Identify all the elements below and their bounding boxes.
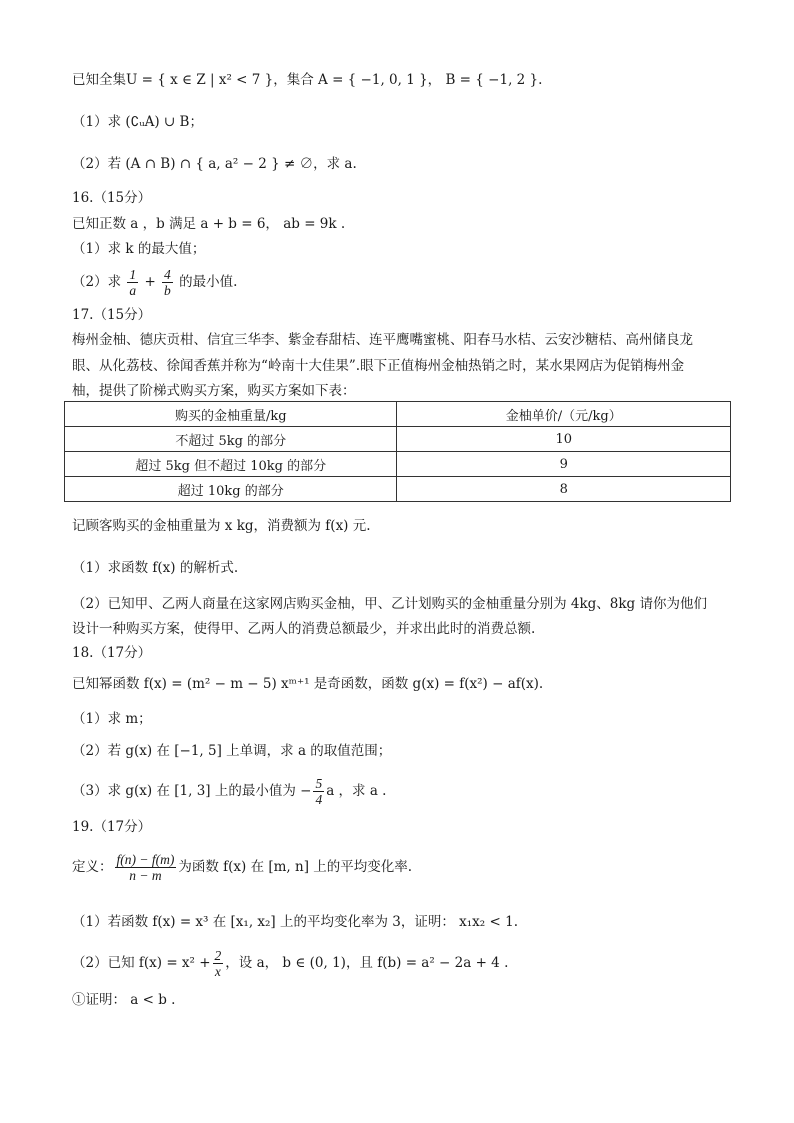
q19-part2-frac-numerator: 2 — [214, 948, 222, 963]
q16-part1: （1）求 k 的最大值； — [72, 241, 206, 257]
q18-part2: （2）若 g(x) 在 [−1, 5] 上单调，求 a 的取值范围； — [72, 743, 392, 759]
q18-header: 18.（17分） — [72, 645, 152, 661]
q16-frac2-numerator: 4 — [164, 267, 171, 282]
q19-part2-prefix: （2）已知 f(x) = x² + — [72, 955, 211, 971]
table-cell-weight: 不超过 5kg 的部分 — [65, 427, 397, 452]
q19-part2-fraction — [213, 948, 224, 979]
table-cell-price: 10 — [397, 427, 731, 452]
table-cell-price: 9 — [397, 452, 731, 477]
q19-part2-frac-denominator: x — [214, 964, 221, 979]
q19-part2 — [72, 944, 734, 982]
q17-part2-line1: （2）已知甲、乙两人商量在这家网店购买金柚，甲、乙计划购买的金柚重量分别为 4kg、8kg 请你为他们 — [72, 596, 707, 612]
q15-stem: 已知全集U = { x ∈ Z | x² < 7 }，集合 A = { −1, 0, 1 }， B = { −1, 2 }. — [72, 72, 543, 88]
q16-frac2-denominator: b — [164, 283, 171, 298]
q18-fraction — [313, 776, 324, 807]
q16-fraction-1 — [127, 267, 138, 298]
q19-def-fraction — [115, 852, 177, 883]
table-row — [65, 452, 731, 477]
q19-part2-suffix: ，设 a， b ∈ (0, 1)，且 f(b) = a² − 2a + 4 . — [225, 955, 509, 971]
q17-part2-line2: 设计一种购买方案，使得甲、乙两人的消费总额最少，并求出此时的消费总额. — [72, 621, 536, 637]
q16-plus-sign: + — [144, 274, 156, 290]
q16-part2-prefix: （2）求 — [72, 274, 122, 290]
q15-part1: （1）求 (∁ᵤA) ∪ B； — [72, 114, 203, 130]
table-header-row — [65, 402, 731, 427]
q19-part1: （1）若函数 f(x) = x³ 在 [x₁, x₂] 上的平均变化率为 3，证明： x₁x₂ < 1. — [72, 914, 518, 930]
table-cell-weight: 超过 5kg 但不超过 10kg 的部分 — [65, 452, 397, 477]
q17-header: 17.（15分） — [72, 307, 152, 323]
q17-paragraph-line3: 柚，提供了阶梯式购买方案，购买方案如下表： — [72, 383, 356, 399]
q16-header: 16.（15分） — [72, 190, 152, 206]
q19-header: 19.（17分） — [72, 819, 152, 835]
table-cell-price: 8 — [397, 477, 731, 502]
q16-part2 — [72, 264, 734, 300]
q18-part1: （1）求 m； — [72, 711, 152, 727]
q19-sub1: ①证明： a < b . — [72, 992, 176, 1008]
q19-def-prefix: 定义： — [72, 859, 113, 875]
q16-stem: 已知正数 a ，b 满足 a + b = 6， ab = 9k . — [72, 216, 346, 232]
q19-def-suffix: 为函数 f(x) 在 [m, n] 上的平均变化率. — [178, 859, 413, 875]
q19-def-numerator: f(n) − f(m) — [116, 852, 175, 867]
q18-frac-numerator: 5 — [315, 776, 323, 791]
q15-part2: （2）若 (A ∩ B) ∩ { a, a² − 2 } ≠ ∅，求 a. — [72, 156, 357, 172]
q16-frac1-denominator: a — [129, 283, 137, 298]
q18-frac-denominator: 4 — [315, 792, 323, 807]
q18-part3-prefix: （3）求 g(x) 在 [1, 3] 上的最小值为 − — [72, 783, 312, 799]
q18-part3 — [72, 773, 734, 809]
table-row — [65, 427, 731, 452]
q17-paragraph-line1: 梅州金柚、德庆贡柑、信宜三华李、紫金春甜桔、连平鹰嘴蜜桃、阳春马水桔、云安沙糖桔、高州储良龙 — [72, 332, 693, 348]
q18-part3-suffix: a ，求 a . — [326, 783, 387, 799]
q17-price-table — [64, 401, 731, 502]
q17-part1: （1）求函数 f(x) 的解析式. — [72, 560, 239, 576]
q18-stem: 已知幂函数 f(x) = (m² − m − 5) xᵐ⁺¹ 是奇函数，函数 g(x) = f(x²) − af(x). — [72, 676, 544, 692]
q17-after-table: 记顾客购买的金柚重量为 x kg，消费额为 f(x) 元. — [72, 518, 371, 534]
q16-part2-suffix: 的最小值. — [179, 274, 238, 290]
table-row — [65, 477, 731, 502]
q17-paragraph-line2: 眼、从化荔枝、徐闻香蕉并称为“岭南十大佳果”.眼下正值梅州金柚热销之时，某水果网店为促销梅州金 — [72, 358, 685, 374]
q16-frac1-numerator: 1 — [129, 267, 137, 282]
q19-definition — [72, 848, 734, 886]
table-header-weight: 购买的金柚重量/kg — [65, 402, 397, 427]
table-cell-weight: 超过 10kg 的部分 — [65, 477, 397, 502]
q19-def-denominator: n − m — [129, 868, 162, 883]
table-header-price: 金柚单价/（元/kg） — [397, 402, 731, 427]
q16-fraction-2 — [162, 267, 173, 298]
